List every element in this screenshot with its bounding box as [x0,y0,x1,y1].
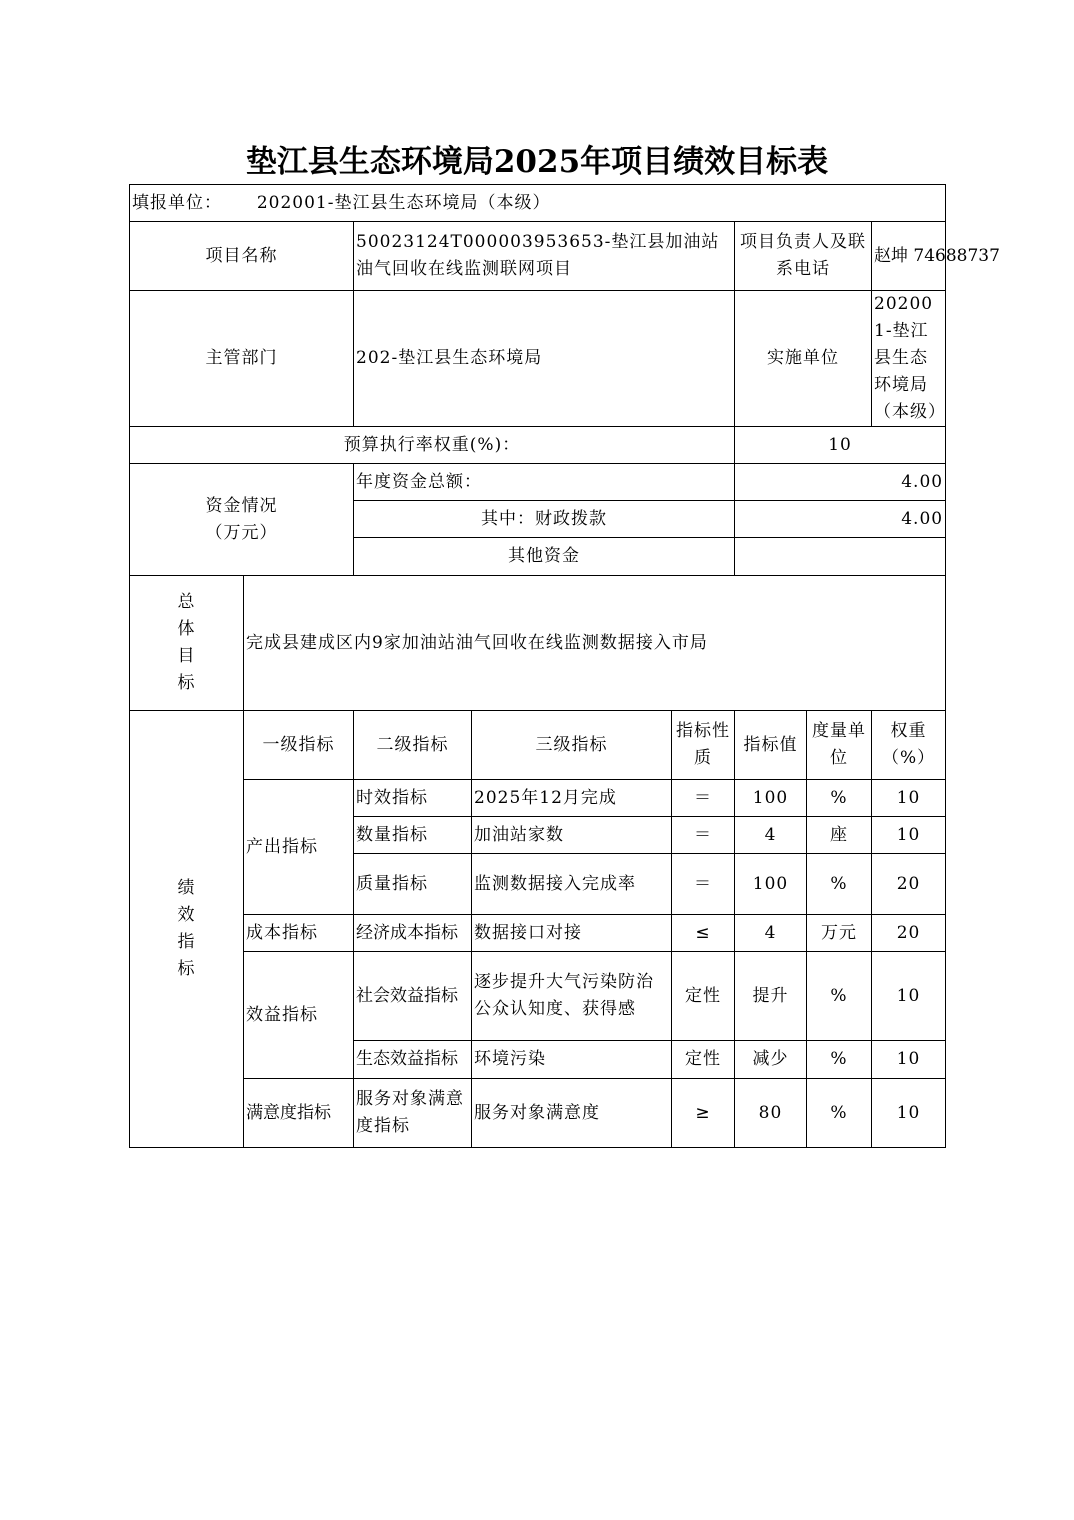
header-level1: 一级指标 [244,711,354,780]
row-nature: ≥ [672,1079,735,1148]
row-nature: ≤ [672,915,735,952]
funds-total-value: 4.00 [735,464,946,501]
group-benefit: 效益指标 [244,952,354,1079]
funds-label-cell [130,464,354,576]
group-satisfaction: 满意度指标 [244,1079,354,1148]
row-unit: % [807,854,872,915]
group-cost: 成本指标 [244,915,354,952]
row-level3: 监测数据接入完成率 [472,854,672,915]
overall-goal-label-char: 总 [177,592,196,612]
row-level2: 生态效益指标 [354,1041,472,1079]
row-level2: 社会效益指标 [354,952,472,1041]
funds-unit: （万元） [205,522,278,543]
performance-label-char: 绩 [177,878,196,898]
reporting-unit-value: 202001-垫江县生态环境局（本级） [256,192,551,213]
performance-label-char: 标 [177,959,196,979]
row-value: 100 [735,780,807,817]
table-row [130,780,946,817]
header-level2: 二级指标 [354,711,472,780]
row-weight: 10 [872,780,946,817]
funds-fiscal-value: 4.00 [735,501,946,538]
budget-weight-value: 10 [735,427,946,464]
row-value: 减少 [735,1041,807,1079]
row-nature: ＝ [672,854,735,915]
table-row [130,915,946,952]
project-name-row [130,222,946,291]
overall-goal-row [130,576,946,711]
overall-goal-label [130,576,244,711]
row-unit: 座 [807,817,872,854]
reporting-unit-label: 填报单位： [132,192,222,213]
impl-label: 实施单位 [735,291,872,427]
table-row [130,1079,946,1148]
row-nature: ＝ [672,780,735,817]
dept-label: 主管部门 [130,291,354,427]
header-level3: 三级指标 [472,711,672,780]
row-nature: ＝ [672,817,735,854]
funds-total-label: 年度资金总额： [354,464,735,501]
row-level3: 数据接口对接 [472,915,672,952]
project-name-label: 项目名称 [130,222,354,291]
funds-total-row [130,464,946,501]
page-title: 垫江县生态环境局2025年项目绩效目标表 [245,144,829,180]
header-nature: 指标性质 [672,711,735,780]
overall-goal-label-char: 标 [177,673,196,693]
row-weight: 10 [872,817,946,854]
row-level3: 加油站家数 [472,817,672,854]
performance-header-row [130,711,946,780]
overall-goal-label-char: 体 [177,619,196,639]
row-value: 80 [735,1079,807,1148]
row-unit: 万元 [807,915,872,952]
row-nature: 定性 [672,952,735,1041]
impl-value: 202001-垫江县生态环境局（本级） [872,291,946,427]
overall-goal-label-char: 目 [177,646,196,666]
row-unit: % [807,1041,872,1079]
funds-other-value [735,538,946,576]
overall-goal-value: 完成县建成区内9家加油站油气回收在线监测数据接入市局 [244,576,946,711]
row-unit: % [807,952,872,1041]
row-value: 4 [735,817,807,854]
row-level3: 2025年12月完成 [472,780,672,817]
performance-target-table [129,184,1000,1148]
row-weight: 10 [872,1079,946,1148]
funds-other-label: 其他资金 [354,538,735,576]
funds-label: 资金情况 [205,495,278,516]
performance-label [130,711,244,1148]
row-weight: 10 [872,1041,946,1079]
funds-fiscal-label: 其中：财政拨款 [354,501,735,538]
project-name-value: 50023124T000003953653-垫江县加油站油气回收在线监测联网项目 [354,222,735,291]
row-level2: 质量指标 [354,854,472,915]
row-value: 提升 [735,952,807,1041]
department-row [130,291,946,427]
row-level2: 服务对象满意度指标 [354,1079,472,1148]
table-row [130,952,946,1041]
header-unit: 度量单位 [807,711,872,780]
budget-weight-label: 预算执行率权重(%)： [130,427,735,464]
contact-label: 项目负责人及联系电话 [735,222,872,291]
reporting-unit-row [130,185,946,222]
row-value: 100 [735,854,807,915]
row-level2: 经济成本指标 [354,915,472,952]
contact-value: 赵坤 74688737 [872,222,946,291]
row-weight: 10 [872,952,946,1041]
performance-label-char: 指 [177,932,196,952]
group-output: 产出指标 [244,780,354,915]
header-weight: 权重（%） [872,711,946,780]
row-level2: 时效指标 [354,780,472,817]
reporting-unit-cell [130,185,946,222]
row-nature: 定性 [672,1041,735,1079]
row-unit: % [807,780,872,817]
performance-label-char: 效 [177,905,196,925]
row-weight: 20 [872,854,946,915]
row-value: 4 [735,915,807,952]
row-level3: 环境污染 [472,1041,672,1079]
budget-weight-row [130,427,946,464]
dept-value: 202-垫江县生态环境局 [354,291,735,427]
row-unit: % [807,1079,872,1148]
header-value: 指标值 [735,711,807,780]
row-level3: 服务对象满意度 [472,1079,672,1148]
row-level2: 数量指标 [354,817,472,854]
row-level3: 逐步提升大气污染防治公众认知度、获得感 [472,952,672,1041]
row-weight: 20 [872,915,946,952]
